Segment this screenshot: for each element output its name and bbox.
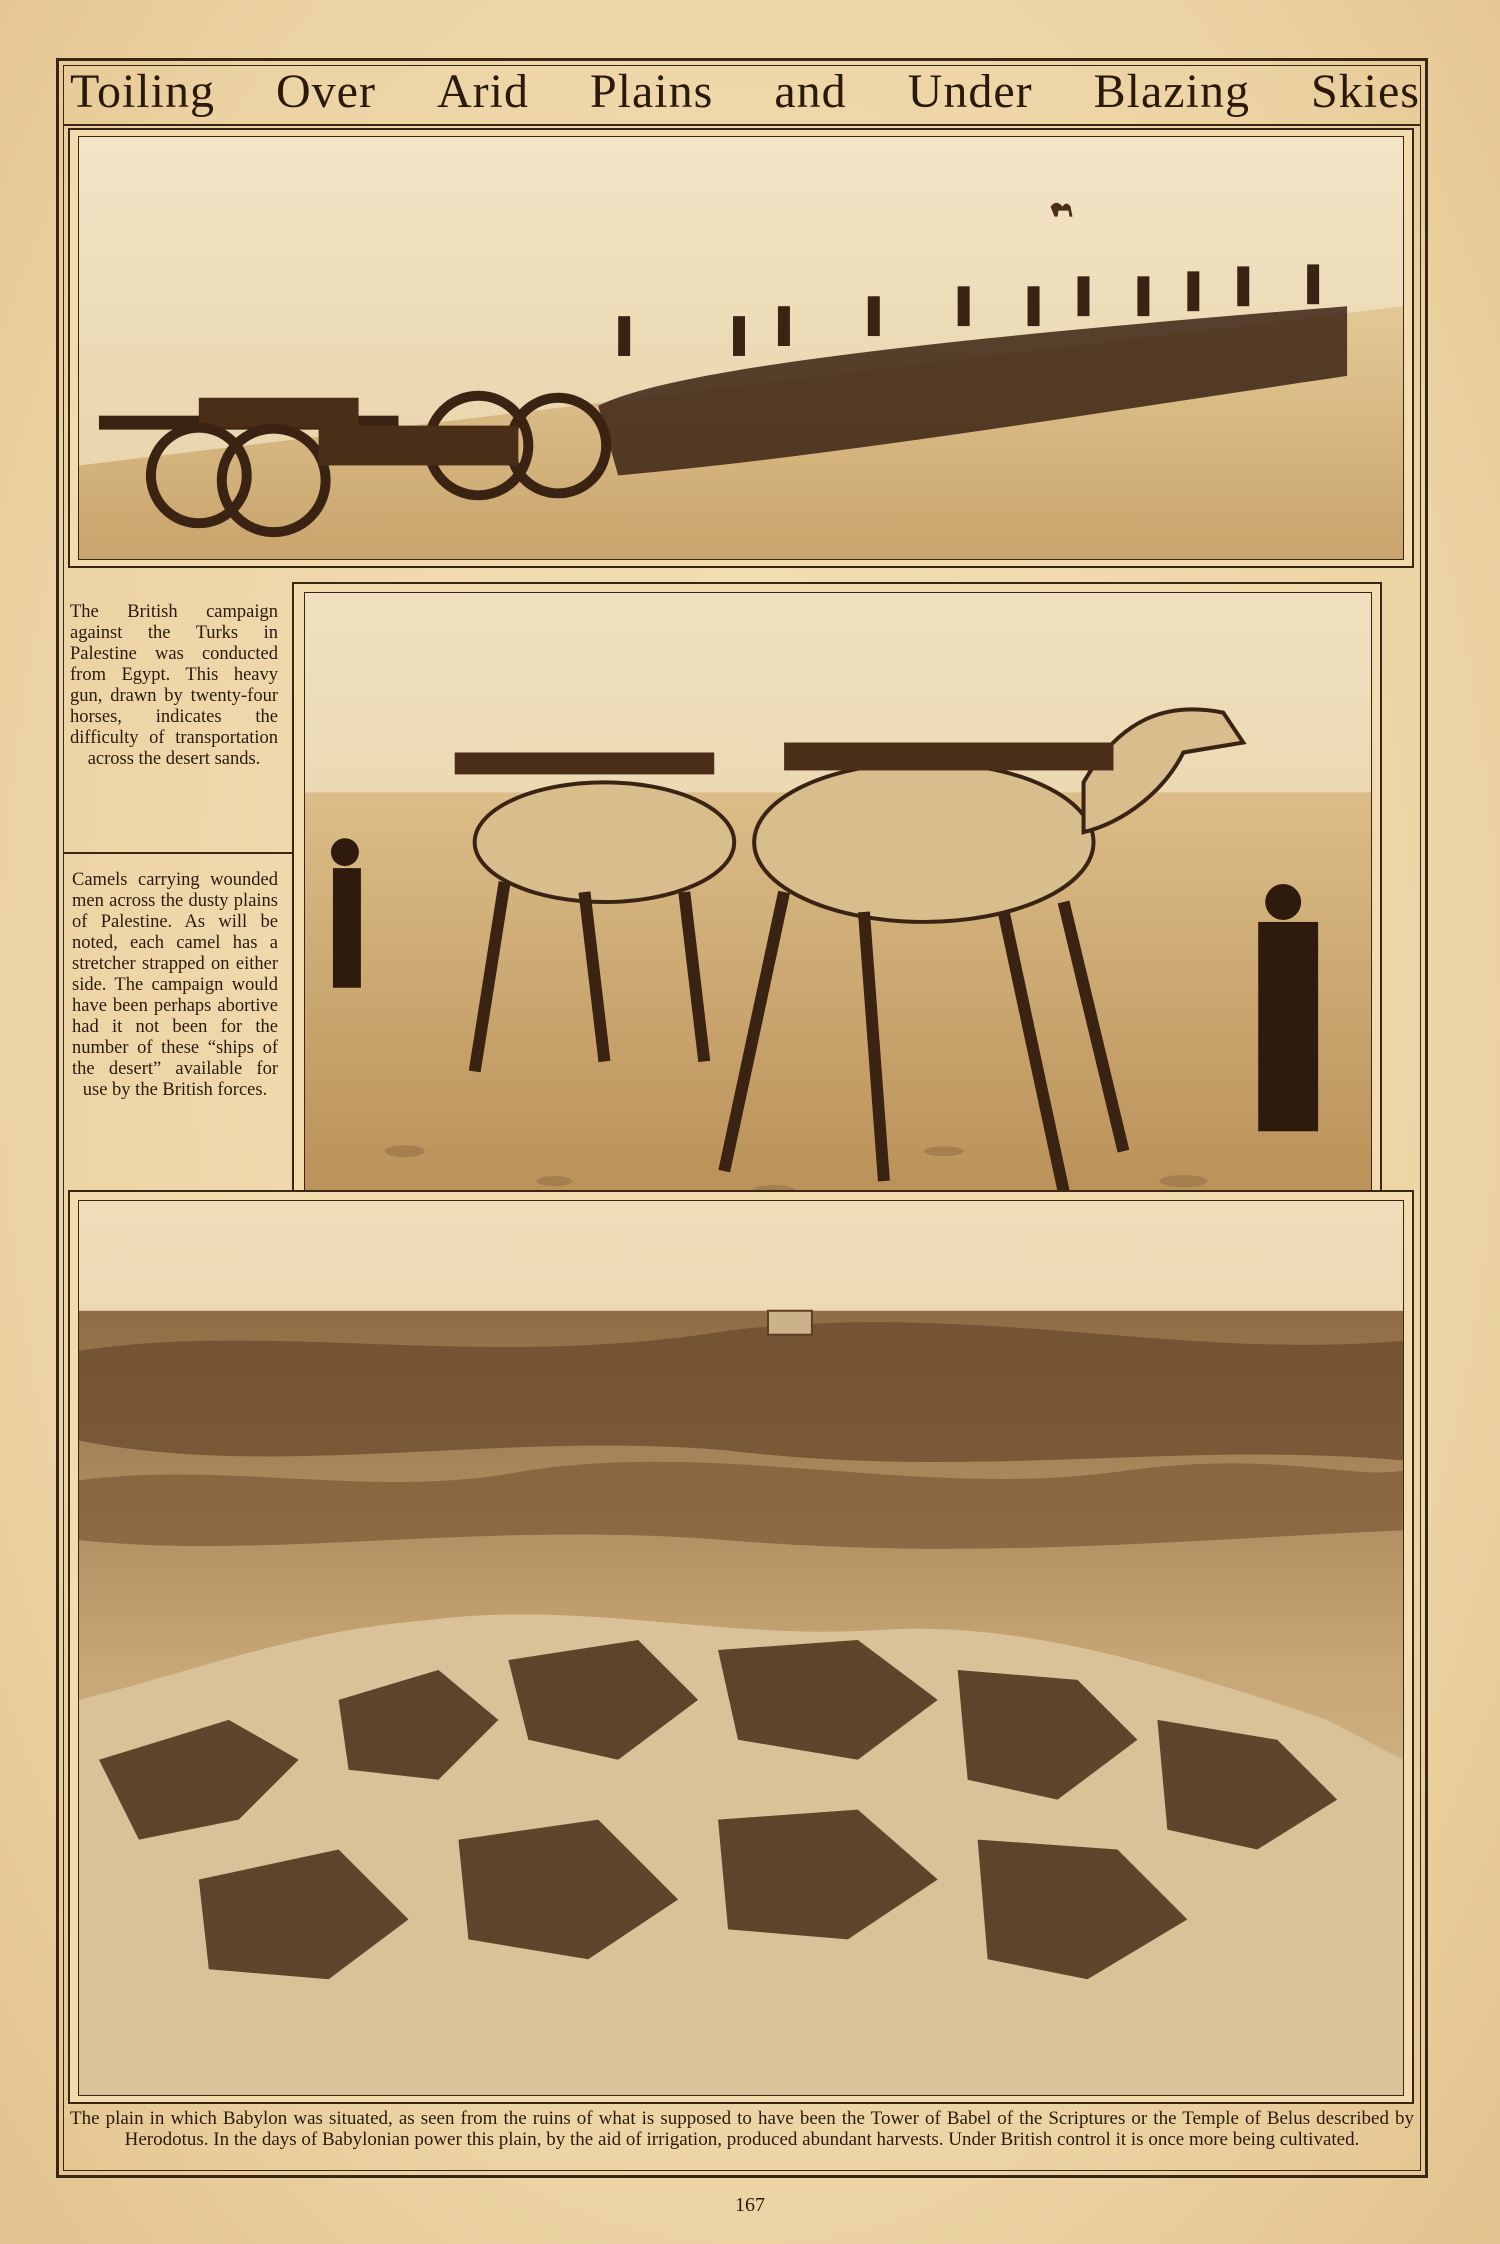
page-number: 167 [735, 2194, 765, 2216]
title-rule [63, 124, 1421, 126]
title-word: Under [907, 64, 1033, 118]
title-word: Arid [436, 64, 529, 118]
artillery-photo [78, 136, 1404, 560]
page-title [70, 60, 1420, 122]
title-word: Toiling [70, 64, 215, 118]
title-word: Plains [589, 64, 714, 118]
camels-photo [304, 592, 1372, 1212]
title-word: Skies [1310, 64, 1420, 118]
title-word: Blazing [1093, 64, 1250, 118]
babylon-photo [78, 1200, 1404, 2096]
caption-divider [63, 852, 292, 854]
title-word: and [774, 64, 847, 118]
artillery-caption: The British campaign against the Turks in Palestine was conducted from Egypt. This heavy gun, drawn by twenty-four horses, indicates the difficulty of transportation across the desert sands. [70, 602, 278, 769]
babylon-caption: The plain in which Babylon was situated, as seen from the ruins of what is supposed to have been the Tower of Babel of the Scriptures or the Temple of Belus described by Herodotus. In the days of Babylonian power this plain, by the aid of irrigation, produced abundant harvests. Under British control it is once more being cultivated. [70, 2108, 1414, 2150]
title-word: Over [276, 64, 376, 118]
camels-caption: Camels carrying wounded men across the dusty plains of Palestine. As will be noted, each camel has a stretcher strapped on either side. The campaign would have been perhaps abortive had it not been for the number of these “ships of the desert” available for use by the British forces. [72, 870, 278, 1100]
